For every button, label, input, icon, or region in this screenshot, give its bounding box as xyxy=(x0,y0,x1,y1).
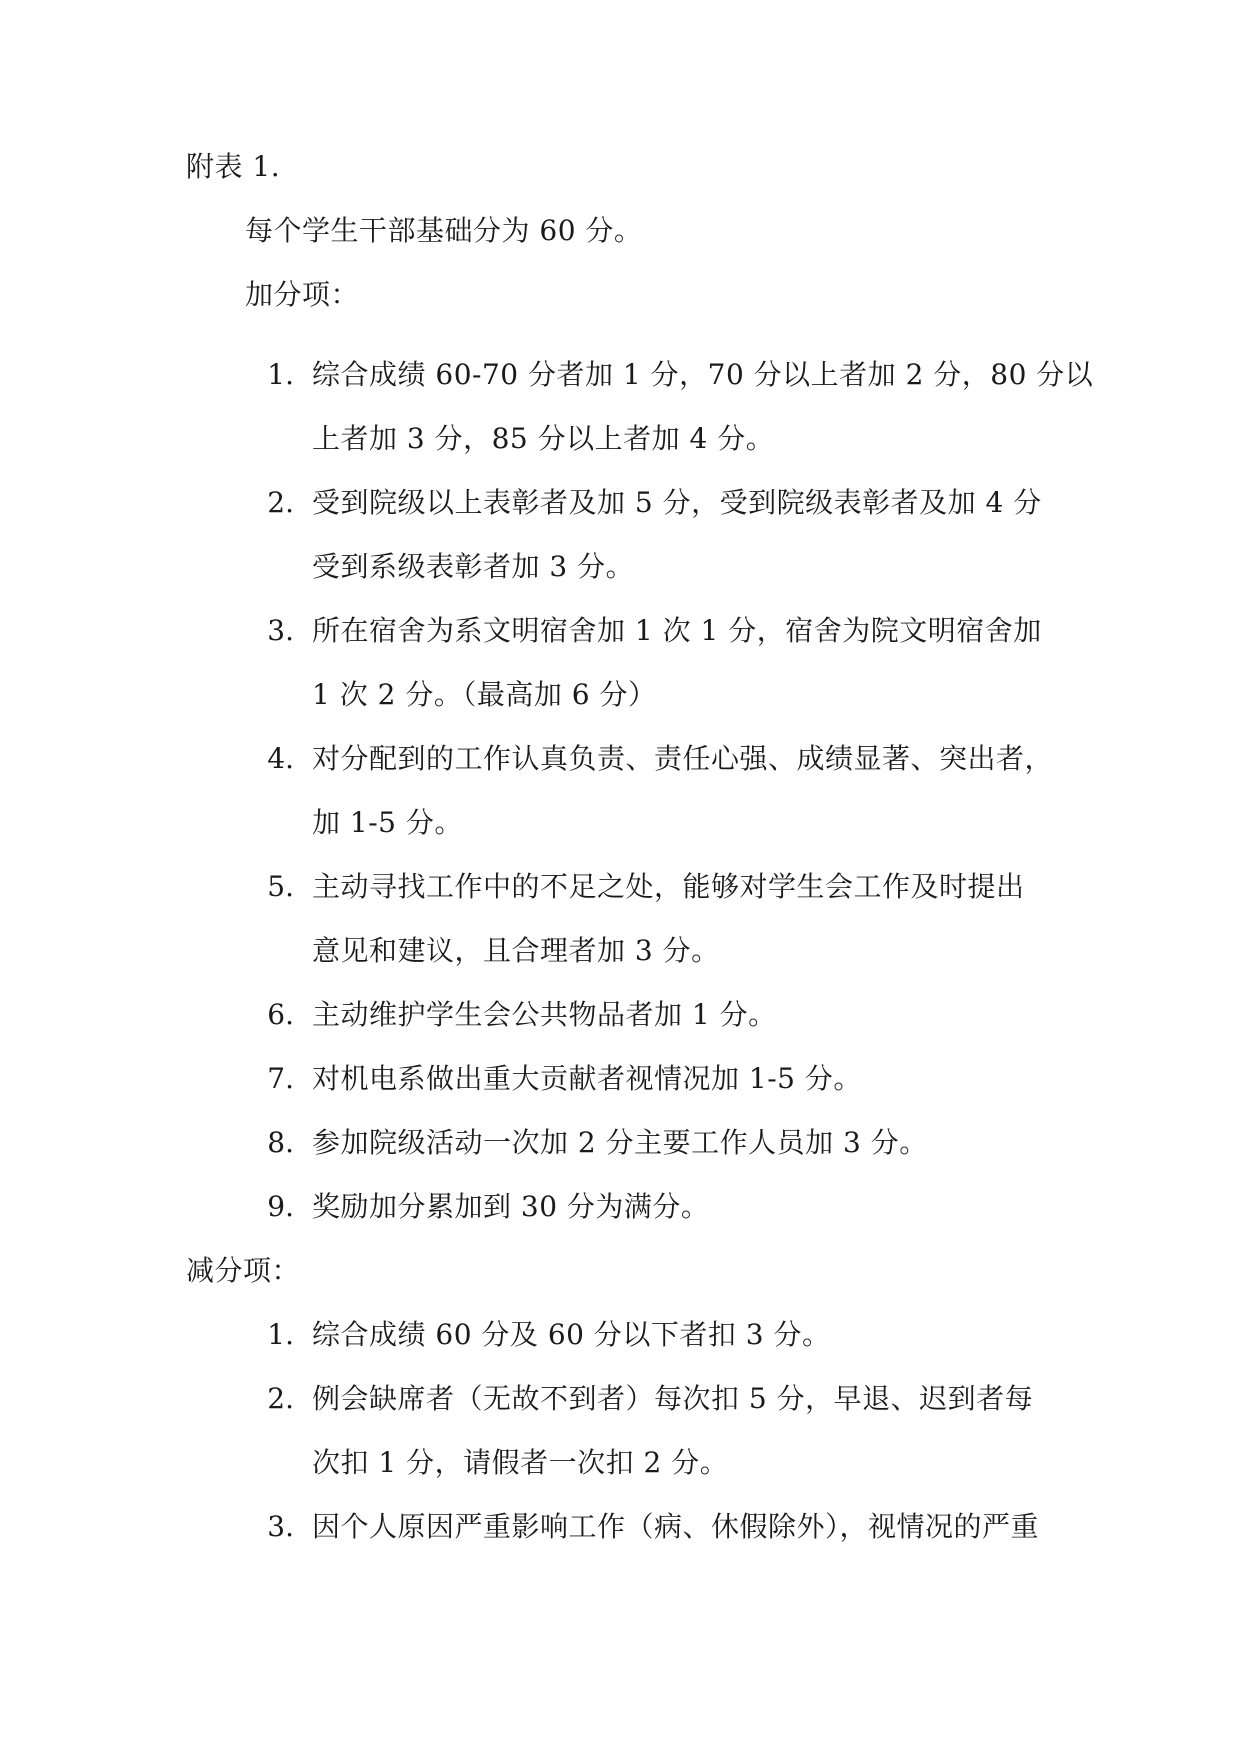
bonus-item-1-number: 1. xyxy=(267,358,294,391)
bonus-item-5-number: 5. xyxy=(267,870,294,903)
bonus-item-2-line-2: 受到系级表彰者加 3 分。 xyxy=(312,550,635,583)
bonus-item-6-number: 6. xyxy=(267,998,294,1031)
bonus-item-8-line-1: 参加院级活动一次加 2 分主要工作人员加 3 分。 xyxy=(312,1126,928,1159)
penalty-item-2-line-2: 次扣 1 分，请假者一次扣 2 分。 xyxy=(312,1446,729,1479)
intro-text: 每个学生干部基础分为 60 分。 xyxy=(245,214,643,247)
penalty-section-title: 减分项： xyxy=(186,1254,301,1287)
bonus-item-5-line-1: 主动寻找工作中的不足之处，能够对学生会工作及时提出 xyxy=(312,870,1025,903)
penalty-item-2-number: 2. xyxy=(267,1382,294,1415)
bonus-item-8-number: 8. xyxy=(267,1126,294,1159)
bonus-item-7-line-1: 对机电系做出重大贡献者视情况加 1-5 分。 xyxy=(312,1062,862,1095)
bonus-item-9-line-1: 奖励加分累加到 30 分为满分。 xyxy=(312,1190,710,1223)
bonus-item-1-line-1: 综合成绩 60-70 分者加 1 分，70 分以上者加 2 分，80 分以 xyxy=(312,358,1094,391)
bonus-item-2-line-1: 受到院级以上表彰者及加 5 分，受到院级表彰者及加 4 分 xyxy=(312,486,1042,519)
bonus-item-3-line-2: 1 次 2 分。（最高加 6 分） xyxy=(312,678,657,711)
bonus-item-6-line-1: 主动维护学生会公共物品者加 1 分。 xyxy=(312,998,777,1031)
penalty-item-2-line-1: 例会缺席者（无故不到者）每次扣 5 分，早退、迟到者每 xyxy=(312,1382,1034,1415)
bonus-item-2-number: 2. xyxy=(267,486,294,519)
bonus-section-title: 加分项： xyxy=(245,278,360,311)
appendix-heading: 附表 1. xyxy=(186,150,281,183)
penalty-item-1-line-1: 综合成绩 60 分及 60 分以下者扣 3 分。 xyxy=(312,1318,831,1351)
bonus-item-7-number: 7. xyxy=(267,1062,294,1095)
bonus-item-9-number: 9. xyxy=(267,1190,294,1223)
bonus-item-4-line-1: 对分配到的工作认真负责、责任心强、成绩显著、突出者， xyxy=(312,742,1054,775)
penalty-item-3-number: 3. xyxy=(267,1510,294,1543)
penalty-item-1-number: 1. xyxy=(267,1318,294,1351)
penalty-item-3-line-1: 因个人原因严重影响工作（病、休假除外），视情况的严重 xyxy=(312,1510,1040,1543)
bonus-item-3-number: 3. xyxy=(267,614,294,647)
bonus-item-3-line-1: 所在宿舍为系文明宿舍加 1 次 1 分，宿舍为院文明宿舍加 xyxy=(312,614,1042,647)
bonus-item-5-line-2: 意见和建议，且合理者加 3 分。 xyxy=(312,934,720,967)
bonus-item-1-line-2: 上者加 3 分，85 分以上者加 4 分。 xyxy=(312,422,775,455)
bonus-item-4-number: 4. xyxy=(267,742,294,775)
bonus-item-4-line-2: 加 1-5 分。 xyxy=(312,806,463,839)
